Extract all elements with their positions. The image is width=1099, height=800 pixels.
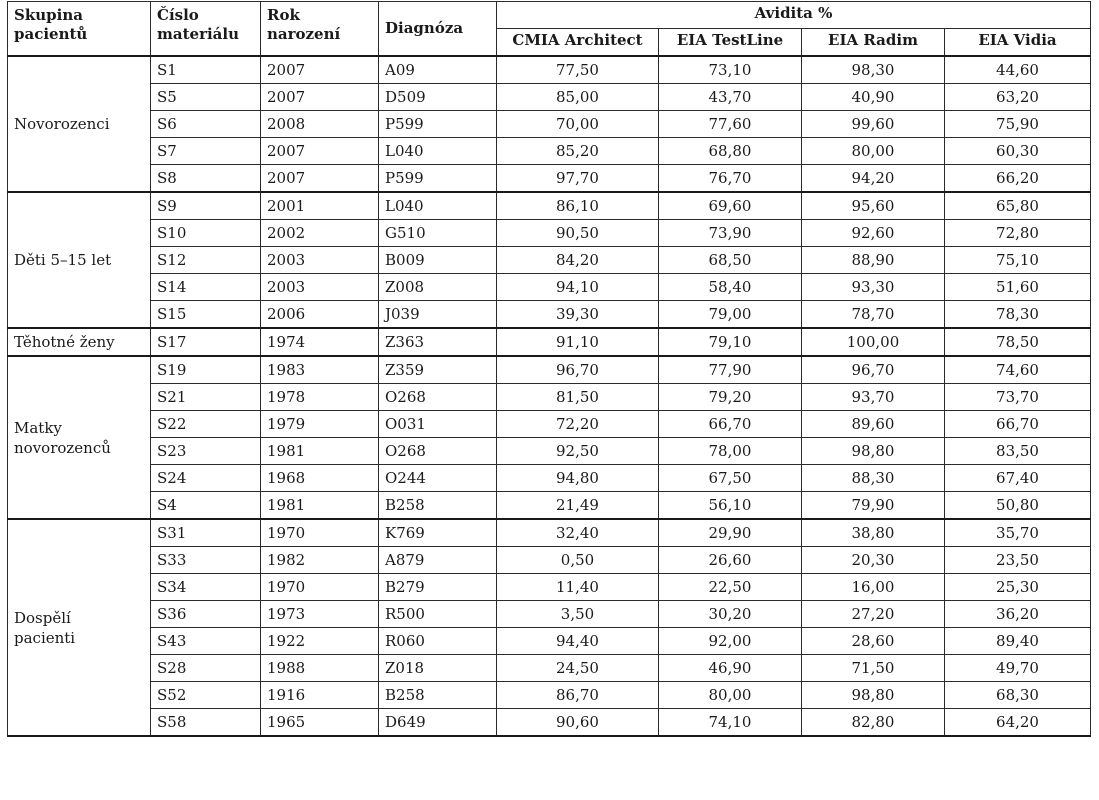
material-number-cell: S31 (151, 519, 261, 547)
cmia-architect-cell: 77,50 (497, 56, 659, 84)
eia-vidia-cell: 50,80 (945, 492, 1091, 520)
eia-radim-cell: 71,50 (802, 655, 945, 682)
eia-radim-cell: 28,60 (802, 628, 945, 655)
birth-year-cell: 1973 (261, 601, 379, 628)
table-row (8, 655, 1091, 682)
table-row (8, 628, 1091, 655)
cmia-architect-cell: 86,10 (497, 192, 659, 220)
eia-vidia-cell: 78,50 (945, 328, 1091, 356)
material-number-cell: S34 (151, 574, 261, 601)
eia-vidia-cell: 72,80 (945, 220, 1091, 247)
birth-year-cell: 1974 (261, 328, 379, 356)
material-number-cell: S1 (151, 56, 261, 84)
eia-radim-cell: 92,60 (802, 220, 945, 247)
eia-testline-cell: 79,10 (659, 328, 802, 356)
eia-radim-cell: 16,00 (802, 574, 945, 601)
eia-testline-cell: 46,90 (659, 655, 802, 682)
cmia-architect-cell: 90,60 (497, 709, 659, 737)
table-row (8, 301, 1091, 329)
patient-group-cell (8, 519, 151, 736)
eia-vidia-cell: 66,70 (945, 411, 1091, 438)
header-patient-group (8, 2, 151, 57)
eia-testline-cell: 76,70 (659, 165, 802, 193)
material-number-cell: S14 (151, 274, 261, 301)
patient-group-cell (8, 328, 151, 356)
eia-radim-cell: 94,20 (802, 165, 945, 193)
birth-year-cell: 1965 (261, 709, 379, 737)
eia-radim-cell: 100,00 (802, 328, 945, 356)
patient-group-label: Děti 5–15 let (14, 251, 112, 269)
diagnosis-cell: K769 (379, 519, 497, 547)
table-row (8, 138, 1091, 165)
eia-testline-cell: 68,50 (659, 247, 802, 274)
eia-vidia-cell: 36,20 (945, 601, 1091, 628)
eia-vidia-cell: 35,70 (945, 519, 1091, 547)
eia-testline-cell: 77,60 (659, 111, 802, 138)
patient-group-cell (8, 192, 151, 328)
header-test-eia-radim: EIA Radim (802, 29, 945, 57)
avidity-table-container (7, 1, 1090, 737)
cmia-architect-cell: 85,00 (497, 84, 659, 111)
patient-group-cell (8, 56, 151, 192)
header-birth-year (261, 2, 379, 57)
eia-vidia-cell: 78,30 (945, 301, 1091, 329)
material-number-cell: S36 (151, 601, 261, 628)
birth-year-cell: 2007 (261, 56, 379, 84)
table-row (8, 111, 1091, 138)
eia-vidia-cell: 25,30 (945, 574, 1091, 601)
eia-vidia-cell: 83,50 (945, 438, 1091, 465)
eia-testline-cell: 67,50 (659, 465, 802, 492)
diagnosis-cell: L040 (379, 138, 497, 165)
eia-vidia-cell: 49,70 (945, 655, 1091, 682)
cmia-architect-cell: 90,50 (497, 220, 659, 247)
birth-year-cell: 2007 (261, 138, 379, 165)
diagnosis-cell: O031 (379, 411, 497, 438)
table-row (8, 84, 1091, 111)
eia-vidia-cell: 73,70 (945, 384, 1091, 411)
birth-year-cell: 1970 (261, 519, 379, 547)
eia-vidia-cell: 66,20 (945, 165, 1091, 193)
material-number-cell: S5 (151, 84, 261, 111)
table-row (8, 165, 1091, 193)
table-row (8, 56, 1091, 84)
table-row (8, 465, 1091, 492)
eia-testline-cell: 80,00 (659, 682, 802, 709)
eia-radim-cell: 98,80 (802, 682, 945, 709)
eia-vidia-cell: 75,10 (945, 247, 1091, 274)
header-test-cmia-architect: CMIA Architect (497, 29, 659, 57)
eia-vidia-cell: 68,30 (945, 682, 1091, 709)
eia-vidia-cell: 51,60 (945, 274, 1091, 301)
material-number-cell: S12 (151, 247, 261, 274)
eia-vidia-cell: 60,30 (945, 138, 1091, 165)
eia-testline-cell: 29,90 (659, 519, 802, 547)
eia-testline-cell: 58,40 (659, 274, 802, 301)
diagnosis-cell: J039 (379, 301, 497, 329)
birth-year-cell: 1981 (261, 438, 379, 465)
material-number-cell: S52 (151, 682, 261, 709)
diagnosis-cell: L040 (379, 192, 497, 220)
table-row (8, 384, 1091, 411)
cmia-architect-cell: 32,40 (497, 519, 659, 547)
header-material-number (151, 2, 261, 57)
diagnosis-cell: Z018 (379, 655, 497, 682)
eia-testline-cell: 22,50 (659, 574, 802, 601)
cmia-architect-cell: 81,50 (497, 384, 659, 411)
cmia-architect-cell: 96,70 (497, 356, 659, 384)
diagnosis-cell: B258 (379, 492, 497, 520)
birth-year-cell: 2008 (261, 111, 379, 138)
patient-group-label: Těhotné ženy (14, 333, 115, 351)
birth-year-cell: 1978 (261, 384, 379, 411)
eia-radim-cell: 96,70 (802, 356, 945, 384)
material-number-cell: S10 (151, 220, 261, 247)
eia-vidia-cell: 23,50 (945, 547, 1091, 574)
diagnosis-cell: B258 (379, 682, 497, 709)
table-row (8, 247, 1091, 274)
table-row (8, 220, 1091, 247)
cmia-architect-cell: 24,50 (497, 655, 659, 682)
cmia-architect-cell: 97,70 (497, 165, 659, 193)
material-number-cell: S9 (151, 192, 261, 220)
cmia-architect-cell: 94,10 (497, 274, 659, 301)
material-number-cell: S7 (151, 138, 261, 165)
diagnosis-cell: G510 (379, 220, 497, 247)
eia-testline-cell: 78,00 (659, 438, 802, 465)
cmia-architect-cell: 85,20 (497, 138, 659, 165)
header-material-number-line1: Číslo (157, 6, 199, 24)
diagnosis-cell: O244 (379, 465, 497, 492)
birth-year-cell: 2001 (261, 192, 379, 220)
eia-testline-cell: 77,90 (659, 356, 802, 384)
cmia-architect-cell: 94,80 (497, 465, 659, 492)
eia-radim-cell: 99,60 (802, 111, 945, 138)
eia-vidia-cell: 65,80 (945, 192, 1091, 220)
material-number-cell: S21 (151, 384, 261, 411)
eia-testline-cell: 30,20 (659, 601, 802, 628)
table-row (8, 356, 1091, 384)
diagnosis-cell: P599 (379, 111, 497, 138)
eia-testline-cell: 26,60 (659, 547, 802, 574)
eia-testline-cell: 68,80 (659, 138, 802, 165)
patient-group-label: Novorozenci (14, 115, 110, 133)
material-number-cell: S28 (151, 655, 261, 682)
diagnosis-cell: D509 (379, 84, 497, 111)
header-material-number-line2: materiálu (157, 25, 239, 43)
cmia-architect-cell: 3,50 (497, 601, 659, 628)
diagnosis-cell: R060 (379, 628, 497, 655)
birth-year-cell: 1968 (261, 465, 379, 492)
eia-vidia-cell: 44,60 (945, 56, 1091, 84)
diagnosis-cell: B279 (379, 574, 497, 601)
diagnosis-cell: O268 (379, 384, 497, 411)
eia-radim-cell: 78,70 (802, 301, 945, 329)
eia-testline-cell: 69,60 (659, 192, 802, 220)
table-row (8, 709, 1091, 737)
material-number-cell: S58 (151, 709, 261, 737)
patient-group-label: Dospělí (14, 608, 71, 627)
material-number-cell: S43 (151, 628, 261, 655)
header-patient-group-line1: Skupina (14, 6, 83, 24)
birth-year-cell: 1922 (261, 628, 379, 655)
cmia-architect-cell: 11,40 (497, 574, 659, 601)
eia-radim-cell: 38,80 (802, 519, 945, 547)
eia-vidia-cell: 89,40 (945, 628, 1091, 655)
birth-year-cell: 2006 (261, 301, 379, 329)
table-header (8, 2, 1091, 57)
avidity-table (7, 1, 1091, 737)
birth-year-cell: 1970 (261, 574, 379, 601)
table-row (8, 547, 1091, 574)
table-row (8, 574, 1091, 601)
table-body (8, 56, 1091, 736)
eia-testline-cell: 79,00 (659, 301, 802, 329)
eia-testline-cell: 73,90 (659, 220, 802, 247)
table-row (8, 519, 1091, 547)
header-patient-group-line2: pacientů (14, 25, 88, 43)
material-number-cell: S15 (151, 301, 261, 329)
diagnosis-cell: Z008 (379, 274, 497, 301)
diagnosis-cell: A879 (379, 547, 497, 574)
eia-vidia-cell: 63,20 (945, 84, 1091, 111)
diagnosis-cell: B009 (379, 247, 497, 274)
eia-radim-cell: 82,80 (802, 709, 945, 737)
patient-group-label: novorozenců (14, 438, 111, 457)
table-row (8, 274, 1091, 301)
cmia-architect-cell: 91,10 (497, 328, 659, 356)
table-row (8, 438, 1091, 465)
eia-radim-cell: 89,60 (802, 411, 945, 438)
cmia-architect-cell: 94,40 (497, 628, 659, 655)
material-number-cell: S8 (151, 165, 261, 193)
eia-radim-cell: 88,90 (802, 247, 945, 274)
eia-vidia-cell: 75,90 (945, 111, 1091, 138)
birth-year-cell: 1982 (261, 547, 379, 574)
patient-group-label: pacienti (14, 628, 76, 647)
material-number-cell: S24 (151, 465, 261, 492)
eia-testline-cell: 92,00 (659, 628, 802, 655)
eia-testline-cell: 56,10 (659, 492, 802, 520)
eia-radim-cell: 80,00 (802, 138, 945, 165)
patient-group-label: Matky (14, 418, 62, 437)
header-test-eia-vidia: EIA Vidia (945, 29, 1091, 57)
eia-vidia-cell: 67,40 (945, 465, 1091, 492)
birth-year-cell: 1979 (261, 411, 379, 438)
eia-radim-cell: 20,30 (802, 547, 945, 574)
table-row (8, 492, 1091, 520)
material-number-cell: S6 (151, 111, 261, 138)
birth-year-cell: 1916 (261, 682, 379, 709)
diagnosis-cell: O268 (379, 438, 497, 465)
cmia-architect-cell: 86,70 (497, 682, 659, 709)
eia-radim-cell: 95,60 (802, 192, 945, 220)
material-number-cell: S33 (151, 547, 261, 574)
header-diagnosis: Diagnóza (379, 2, 497, 57)
cmia-architect-cell: 92,50 (497, 438, 659, 465)
material-number-cell: S23 (151, 438, 261, 465)
eia-vidia-cell: 64,20 (945, 709, 1091, 737)
birth-year-cell: 1981 (261, 492, 379, 520)
eia-radim-cell: 88,30 (802, 465, 945, 492)
diagnosis-cell: A09 (379, 56, 497, 84)
eia-radim-cell: 79,90 (802, 492, 945, 520)
material-number-cell: S4 (151, 492, 261, 520)
eia-testline-cell: 43,70 (659, 84, 802, 111)
birth-year-cell: 2003 (261, 247, 379, 274)
material-number-cell: S22 (151, 411, 261, 438)
cmia-architect-cell: 0,50 (497, 547, 659, 574)
birth-year-cell: 2003 (261, 274, 379, 301)
eia-testline-cell: 66,70 (659, 411, 802, 438)
birth-year-cell: 1988 (261, 655, 379, 682)
table-row (8, 328, 1091, 356)
header-avidity-group: Avidita % (497, 2, 1091, 29)
table-row (8, 601, 1091, 628)
diagnosis-cell: Z359 (379, 356, 497, 384)
diagnosis-cell: P599 (379, 165, 497, 193)
eia-radim-cell: 93,30 (802, 274, 945, 301)
eia-radim-cell: 27,20 (802, 601, 945, 628)
birth-year-cell: 1983 (261, 356, 379, 384)
material-number-cell: S19 (151, 356, 261, 384)
eia-radim-cell: 40,90 (802, 84, 945, 111)
eia-testline-cell: 73,10 (659, 56, 802, 84)
cmia-architect-cell: 84,20 (497, 247, 659, 274)
diagnosis-cell: D649 (379, 709, 497, 737)
cmia-architect-cell: 72,20 (497, 411, 659, 438)
header-test-eia-testline: EIA TestLine (659, 29, 802, 57)
table-row (8, 192, 1091, 220)
birth-year-cell: 2007 (261, 165, 379, 193)
cmia-architect-cell: 39,30 (497, 301, 659, 329)
material-number-cell: S17 (151, 328, 261, 356)
diagnosis-cell: Z363 (379, 328, 497, 356)
patient-group-cell (8, 356, 151, 519)
eia-radim-cell: 98,80 (802, 438, 945, 465)
table-row (8, 682, 1091, 709)
eia-testline-cell: 79,20 (659, 384, 802, 411)
eia-radim-cell: 98,30 (802, 56, 945, 84)
table-row (8, 411, 1091, 438)
cmia-architect-cell: 70,00 (497, 111, 659, 138)
eia-radim-cell: 93,70 (802, 384, 945, 411)
eia-testline-cell: 74,10 (659, 709, 802, 737)
header-birth-year-line1: Rok (267, 6, 300, 24)
cmia-architect-cell: 21,49 (497, 492, 659, 520)
diagnosis-cell: R500 (379, 601, 497, 628)
birth-year-cell: 2002 (261, 220, 379, 247)
header-birth-year-line2: narození (267, 25, 341, 43)
eia-vidia-cell: 74,60 (945, 356, 1091, 384)
birth-year-cell: 2007 (261, 84, 379, 111)
